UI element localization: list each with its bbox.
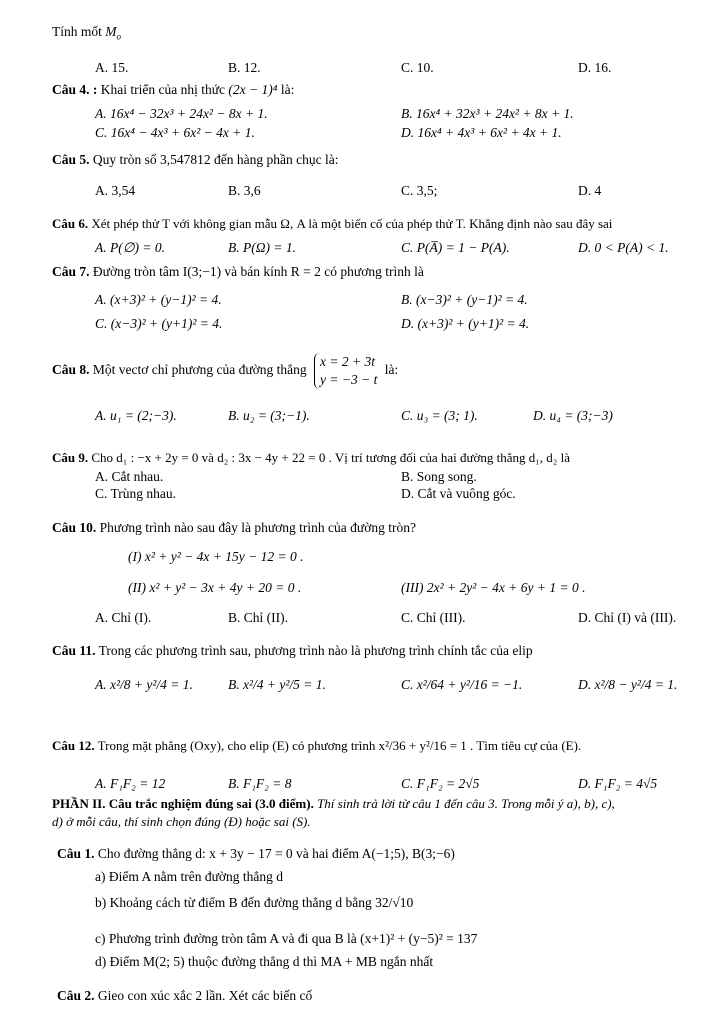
p2q1-statement-d: d) Điểm M(2; 5) thuộc đường thẳng d thì MA + MB ngắn nhất	[95, 954, 434, 969]
q4-option-c: C. 16x⁴ − 4x³ + 6x² − 4x + 1.	[95, 125, 255, 140]
q5-option-d: D. 4	[578, 183, 602, 198]
q11-option-d: D. x²/8 − y²/4 = 1.	[578, 677, 678, 692]
q9-option-b: B. Song song.	[401, 469, 477, 484]
q8-option-c: C. u₃ = (3; 1).	[401, 408, 478, 423]
part-2-instruction: d) ở mỗi câu, thí sinh chọn đúng (Đ) hoặc sai (S).	[52, 814, 311, 829]
parametric-system: x = 2 + 3t y = −3 − t	[314, 353, 377, 389]
q8-option-d: D. u₄ = (3;−3)	[533, 408, 613, 423]
q10-option-b: B. Chỉ (II).	[228, 610, 288, 625]
q5-option-c: C. 3,5;	[401, 183, 438, 198]
part-2-heading: PHẦN II. Câu trắc nghiệm đúng sai (3.0 điểm). Thí sinh trả lời từ câu 1 đến câu 3. Trong mỗi ý a), b), c),	[52, 796, 615, 811]
q4-option-b: B. 16x⁴ + 32x³ + 24x² + 8x + 1.	[401, 106, 574, 121]
question-4: Câu 4. : Khai triển của nhị thức (2x − 1)⁴ là:	[52, 82, 295, 97]
question-11: Câu 11. Trong các phương trình sau, phương trình nào là phương trình chính tắc của elip	[52, 643, 533, 658]
q4-option-d: D. 16x⁴ + 4x³ + 6x² + 4x + 1.	[401, 125, 562, 140]
q8-option-b: B. u₂ = (3;−1).	[228, 408, 310, 423]
option-a: A. 15.	[95, 60, 129, 75]
option-b: B. 12.	[228, 60, 261, 75]
question-7: Câu 7. Đường tròn tâm I(3;−1) và bán kính R = 2 có phương trình là	[52, 264, 424, 279]
p2q1-statement-a: a) Điểm A nằm trên đường thẳng d	[95, 869, 284, 884]
p2q1-statement-c: c) Phương trình đường tròn tâm A và đi qua B là (x+1)² + (y−5)² = 137	[95, 931, 478, 946]
q10-option-a: A. Chỉ (I).	[95, 610, 152, 625]
p2q1-statement-b: b) Khoảng cách từ điểm B đến đường thẳng d bằng 32/√10	[95, 895, 414, 910]
intro-line: Tính mốt $M_o$	[52, 24, 121, 42]
q5-option-b: B. 3,6	[228, 183, 261, 198]
q10-equation-1: (I) x² + y² − 4x + 15y − 12 = 0 .	[128, 549, 304, 564]
q10-equation-2: (II) x² + y² − 3x + 4y + 20 = 0 .	[128, 580, 302, 595]
q10-option-c: C. Chỉ (III).	[401, 610, 466, 625]
q12-option-c: C. F₁F₂ = 2√5	[401, 776, 480, 791]
q6-option-a: A. P(∅) = 0.	[95, 240, 165, 255]
option-d: D. 16.	[578, 60, 612, 75]
q7-option-c: C. (x−3)² + (y+1)² = 4.	[95, 316, 223, 331]
q11-option-a: A. x²/8 + y²/4 = 1.	[95, 677, 193, 692]
q9-option-d: D. Cắt và vuông góc.	[401, 486, 516, 501]
q8-option-a: A. u₁ = (2;−3).	[95, 408, 177, 423]
q9-option-c: C. Trùng nhau.	[95, 486, 177, 501]
q10-equation-3: (III) 2x² + 2y² − 4x + 6y + 1 = 0 .	[401, 580, 586, 595]
q10-option-d: D. Chỉ (I) và (III).	[578, 610, 677, 625]
part-2-question-2: Câu 2. Gieo con xúc xắc 2 lần. Xét các biến cố	[57, 988, 313, 1003]
question-5: Câu 5. Quy tròn số 3,547812 đến hàng phần chục là:	[52, 152, 339, 167]
question-12: Câu 12. Trong mặt phẳng (Oxy), cho elip (E) có phương trình x²/36 + y²/16 = 1 . Tìm tiêu cự của (E).	[52, 738, 582, 753]
q6-option-b: B. P(Ω) = 1.	[228, 240, 296, 255]
question-9: Câu 9. Cho d₁ : −x + 2y = 0 và d₂ : 3x − 4y + 22 = 0 . Vị trí tương đối của hai đường thẳng d₁, d₂ là	[52, 450, 570, 465]
q12-option-d: D. F₁F₂ = 4√5	[578, 776, 658, 791]
part-2-question-1: Câu 1. Cho đường thẳng d: x + 3y − 17 = 0 và hai điểm A(−1;5), B(3;−6)	[57, 846, 455, 861]
question-8: Câu 8. Một vectơ chỉ phương của đường thẳng x = 2 + 3t y = −3 − t là:	[52, 354, 399, 387]
q6-option-c: C. P(A̅) = 1 − P(A).	[401, 240, 510, 255]
q12-option-b: B. F₁F₂ = 8	[228, 776, 292, 791]
option-c: C. 10.	[401, 60, 434, 75]
q11-option-b: B. x²/4 + y²/5 = 1.	[228, 677, 326, 692]
q6-option-d: D. 0 < P(A) < 1.	[578, 240, 669, 255]
q4-option-a: A. 16x⁴ − 32x³ + 24x² − 8x + 1.	[95, 106, 268, 121]
q7-option-a: A. (x+3)² + (y−1)² = 4.	[95, 292, 222, 307]
q11-option-c: C. x²/64 + y²/16 = −1.	[401, 677, 523, 692]
q7-option-d: D. (x+3)² + (y+1)² = 4.	[401, 316, 530, 331]
question-6: Câu 6. Xét phép thử T với không gian mẫu Ω, A là một biến cố của phép thử T. Khẳng định nào sau đây sai	[52, 216, 613, 231]
q9-option-a: A. Cắt nhau.	[95, 469, 164, 484]
q5-option-a: A. 3,54	[95, 183, 136, 198]
q12-option-a: A. F₁F₂ = 12	[95, 776, 166, 791]
q7-option-b: B. (x−3)² + (y−1)² = 4.	[401, 292, 528, 307]
question-10: Câu 10. Phương trình nào sau đây là phương trình của đường tròn?	[52, 520, 416, 535]
